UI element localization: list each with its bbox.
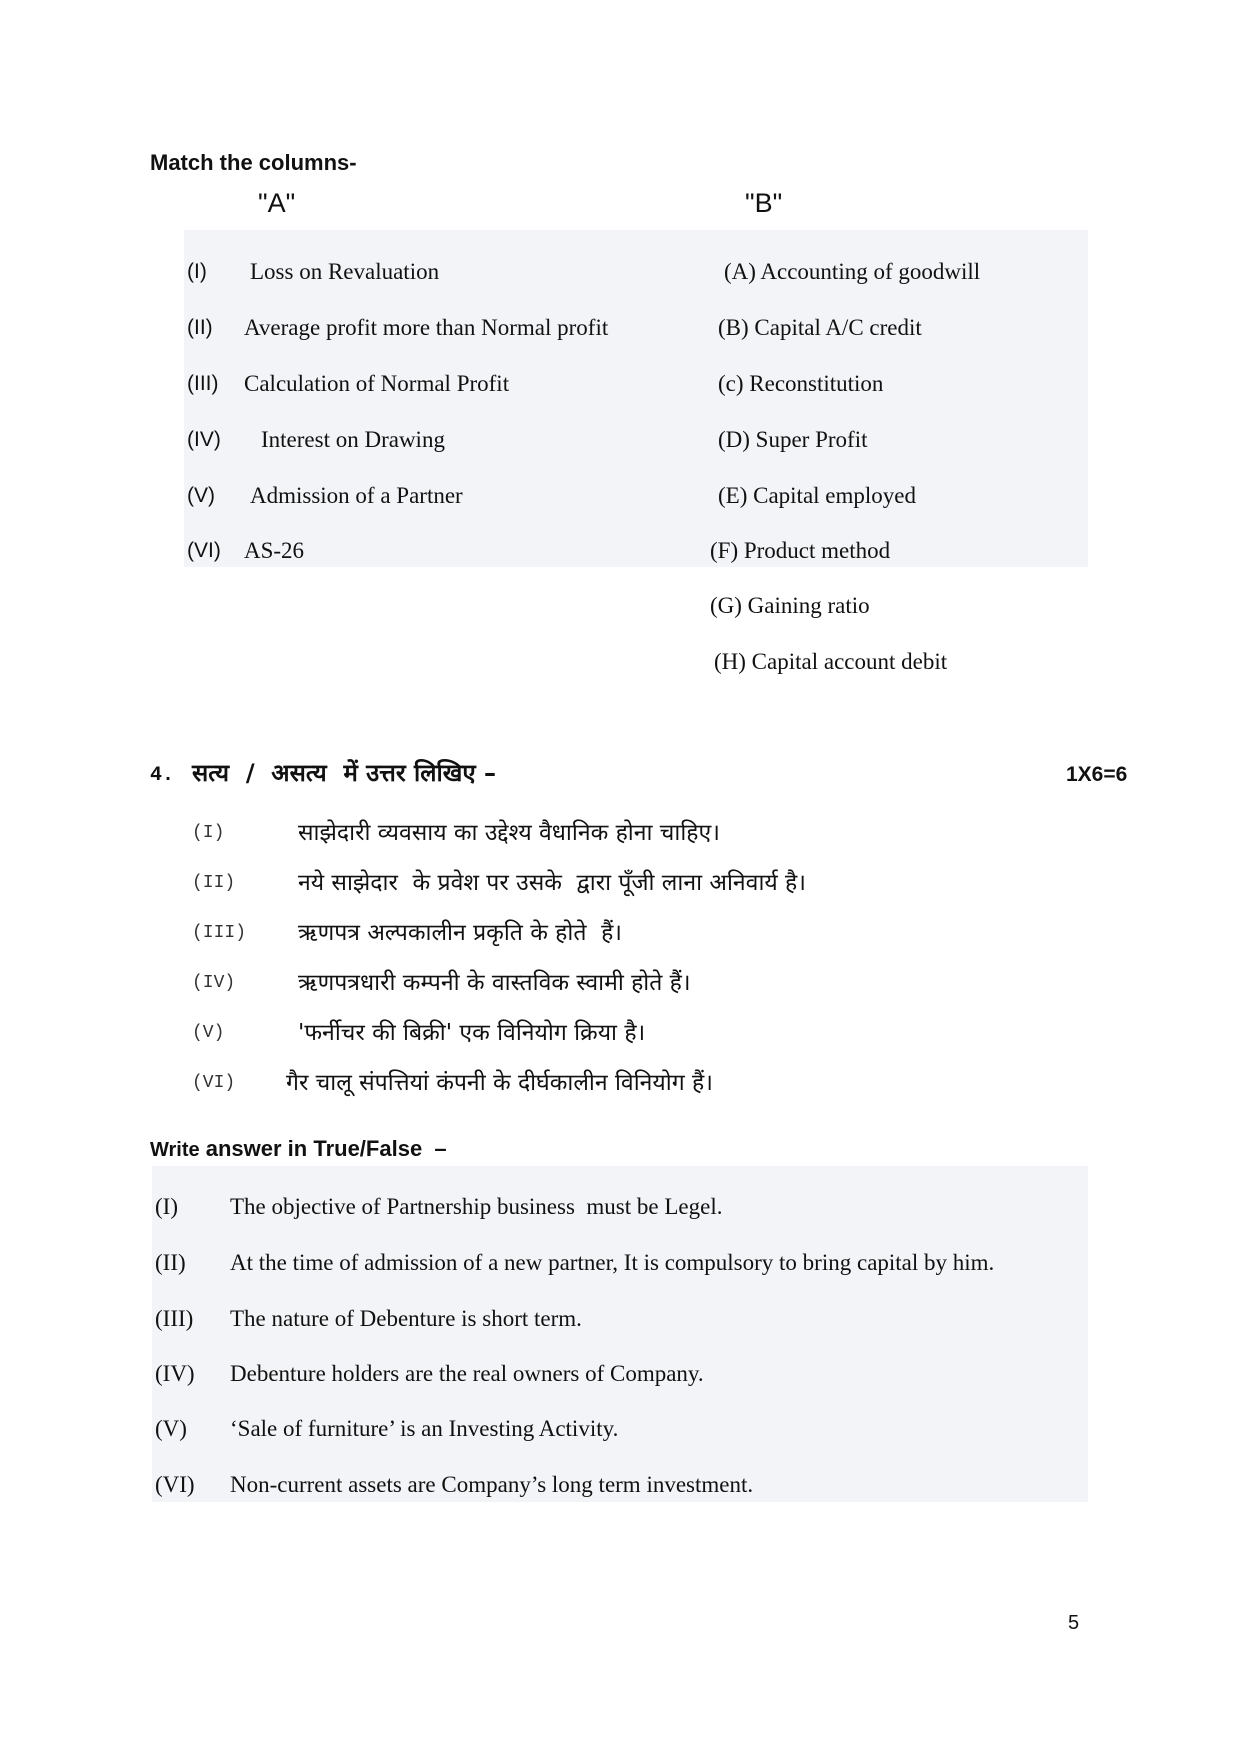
english-item	[0, 1187, 1241, 1227]
english-item-roman: (V)	[155, 1416, 187, 1441]
match-row-a: Loss on Revaluation	[250, 259, 440, 284]
hindi-item-roman: (V)	[192, 1023, 225, 1043]
hindi-item-roman: (III)	[192, 923, 247, 943]
hindi-item	[0, 861, 1241, 905]
question-title-hindi: सत्य / असत्य में उत्तर लिखिए –	[192, 759, 497, 787]
match-row-roman: (V)	[187, 484, 215, 507]
match-row	[0, 252, 1241, 292]
column-a-header: "A"	[258, 188, 296, 218]
page-number: 5	[1068, 1612, 1080, 1634]
english-item-roman: (IV)	[155, 1361, 195, 1386]
english-item-roman: (II)	[155, 1250, 186, 1275]
hindi-item-text: गैर चालू संपत्तियां कंपनी के दीर्घकालीन विनियोग हैं।	[286, 1070, 713, 1096]
match-row	[0, 531, 1241, 571]
match-row-a: Calculation of Normal Profit	[244, 371, 510, 396]
match-row-b: (A) Accounting of goodwill	[724, 259, 981, 284]
question-number: 4.	[150, 764, 175, 787]
english-heading-rest: answer in True/False –	[199, 1136, 447, 1161]
english-item-roman: (III)	[155, 1306, 194, 1331]
match-row-b: (E) Capital employed	[718, 483, 916, 508]
match-row-roman: (VI)	[187, 539, 221, 562]
question-marks: 1X6=6	[1066, 763, 1128, 786]
match-row-b: (c) Reconstitution	[718, 371, 884, 396]
hindi-item-text: ऋणपत्रधारी कम्पनी के वास्तविक स्वामी होते हैं।	[298, 970, 691, 996]
match-row-roman: (II)	[187, 316, 213, 339]
english-item-text: The objective of Partnership business must be Legel.	[230, 1194, 723, 1219]
hindi-item-roman: (IV)	[192, 973, 236, 993]
hindi-item-roman: (I)	[192, 823, 225, 843]
english-item-text: Debenture holders are the real owners of Company.	[230, 1361, 704, 1386]
english-item	[0, 1299, 1241, 1339]
match-row-b: (B) Capital A/C credit	[718, 315, 922, 340]
english-item-text: At the time of admission of a new partner, It is compulsory to bring capital by him.	[230, 1250, 995, 1275]
english-item-roman: (I)	[155, 1194, 178, 1219]
hindi-item-text: नये साझेदार के प्रवेश पर उसके द्वारा पूँजी लाना अनिवार्य है।	[298, 870, 806, 896]
english-item-text: ‘Sale of furniture’ is an Investing Activity.	[230, 1416, 619, 1441]
english-item	[0, 1354, 1241, 1394]
hindi-item-text: साझेदारी व्यवसाय का उद्देश्य वैधानिक होना चाहिए।	[298, 820, 720, 846]
hindi-item-roman: (II)	[192, 873, 236, 893]
hindi-item-text: ऋणपत्र अल्पकालीन प्रकृति के होते हैं।	[298, 920, 623, 946]
english-item	[0, 1465, 1241, 1505]
hindi-item	[0, 811, 1241, 855]
hindi-item-text: 'फर्नीचर की बिक्री' एक विनियोग क्रिया है।	[298, 1020, 646, 1046]
match-extra-b: (H) Capital account debit	[714, 649, 948, 674]
column-b-header: "B"	[745, 188, 783, 218]
english-item-roman: (VI)	[155, 1472, 195, 1497]
english-heading-prefix: Write	[150, 1139, 200, 1161]
match-row-b: (D) Super Profit	[718, 427, 868, 452]
english-item	[0, 1243, 1241, 1283]
match-row	[0, 308, 1241, 348]
match-row-roman: (IV)	[187, 428, 221, 451]
hindi-item	[0, 961, 1241, 1005]
hindi-item	[0, 911, 1241, 955]
english-item	[0, 1409, 1241, 1449]
hindi-item-roman: (VI)	[192, 1073, 236, 1093]
match-row-roman: (I)	[187, 260, 207, 283]
hindi-item	[0, 1061, 1241, 1105]
match-row	[0, 364, 1241, 404]
match-extra-b: (G) Gaining ratio	[710, 593, 870, 618]
english-heading	[150, 1134, 447, 1165]
match-row-a: AS-26	[244, 538, 305, 563]
match-heading: Match the columns-	[150, 150, 357, 175]
match-row-a: Average profit more than Normal profit	[244, 315, 609, 340]
match-row-b: (F) Product method	[710, 538, 891, 563]
match-row	[0, 476, 1241, 516]
hindi-item	[0, 1011, 1241, 1055]
match-row	[0, 420, 1241, 460]
match-row-a: Admission of a Partner	[250, 483, 463, 508]
match-row-a: Interest on Drawing	[261, 427, 445, 452]
match-row-roman: (III)	[187, 372, 219, 395]
english-item-text: The nature of Debenture is short term.	[230, 1306, 582, 1331]
english-item-text: Non-current assets are Company’s long term investment.	[230, 1472, 754, 1497]
